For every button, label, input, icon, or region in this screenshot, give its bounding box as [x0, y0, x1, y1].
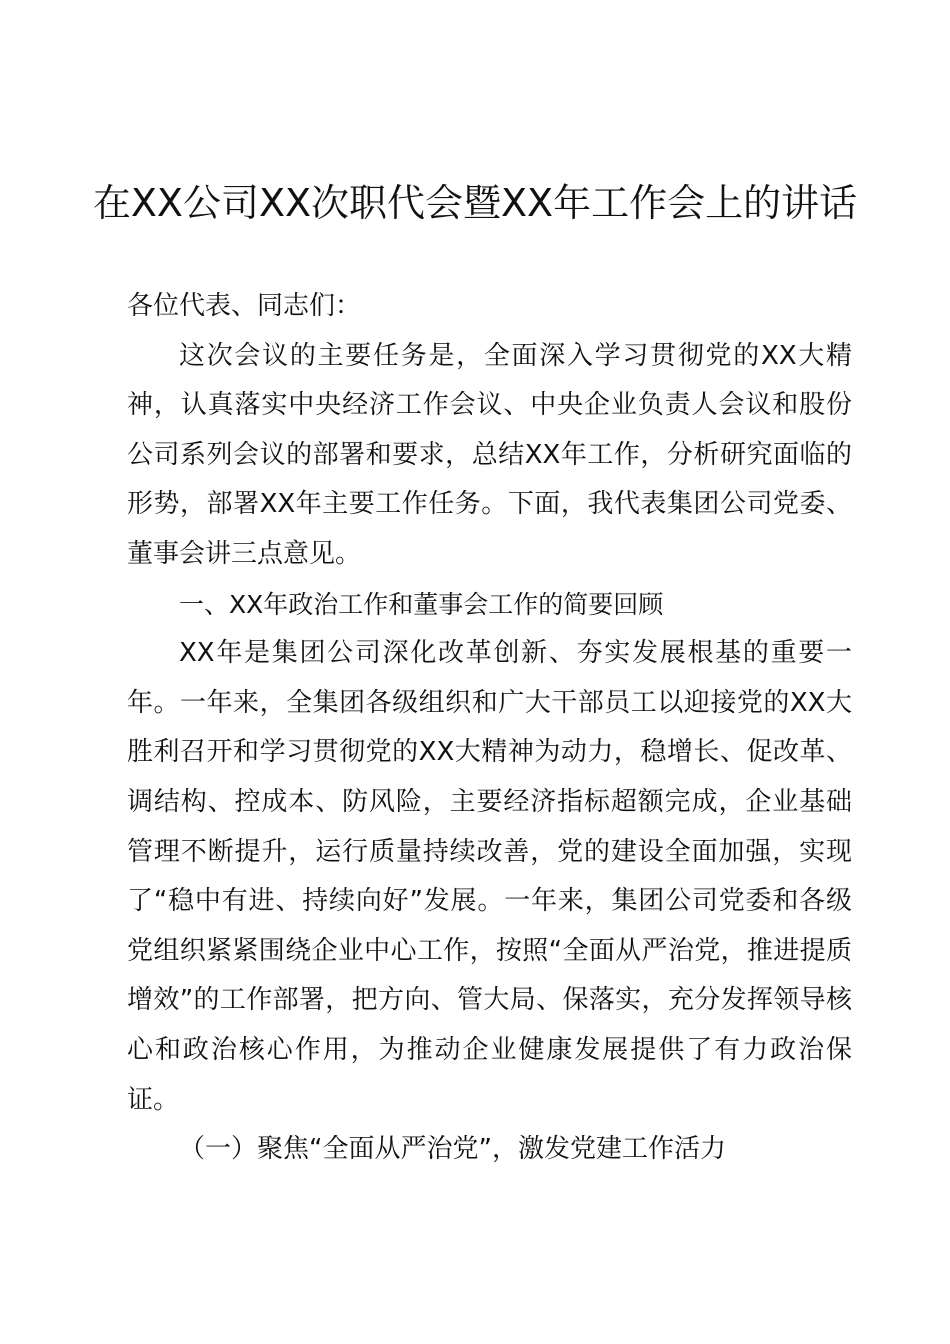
- section-heading-1: 一、XX年政治工作和董事会工作的简要回顾: [179, 589, 664, 619]
- subsection-heading-1: （一）聚焦“全面从严治党”，激发党建工作活力: [179, 1134, 726, 1165]
- paragraph-intro: 这次会议的主要任务是，全面深入学习贯彻党的XX大精神，认真落实中央经济工作会议、中央企业负责人会议和股份公司系列会议的部署和要求，总结XX年工作，分析研究面临的形势，部署XX年主要工作任务。下面，我代表集团公司党委、董事会讲三点意见。: [127, 340, 852, 569]
- paragraph-review: XX年是集团公司深化改革创新、夯实发展根基的重要一年。一年来，全集团各级组织和广大干部员工以迎接党的XX大胜利召开和学习贯彻党的XX大精神为动力，稳增长、促改革、调结构、控成本、防风险，主要经济指标超额完成，企业基础管理不断提升，运行质量持续改善，党的建设全面加强，实现了“稳中有进、持续向好”发展。一年来，集团公司党委和各级党组织紧紧围绕企业中心工作，按照“全面从严治党，推进提质增效”的工作部署，把方向、管大局、保落实，充分发挥领导核心和政治核心作用，为推动企业健康发展提供了有力政治保证。: [127, 638, 852, 1115]
- document-title: 在XX公司XX次职代会暨XX年工作会上的讲话: [92, 181, 858, 225]
- salutation: 各位代表、同志们：: [127, 291, 362, 321]
- document-body: [127, 282, 852, 1175]
